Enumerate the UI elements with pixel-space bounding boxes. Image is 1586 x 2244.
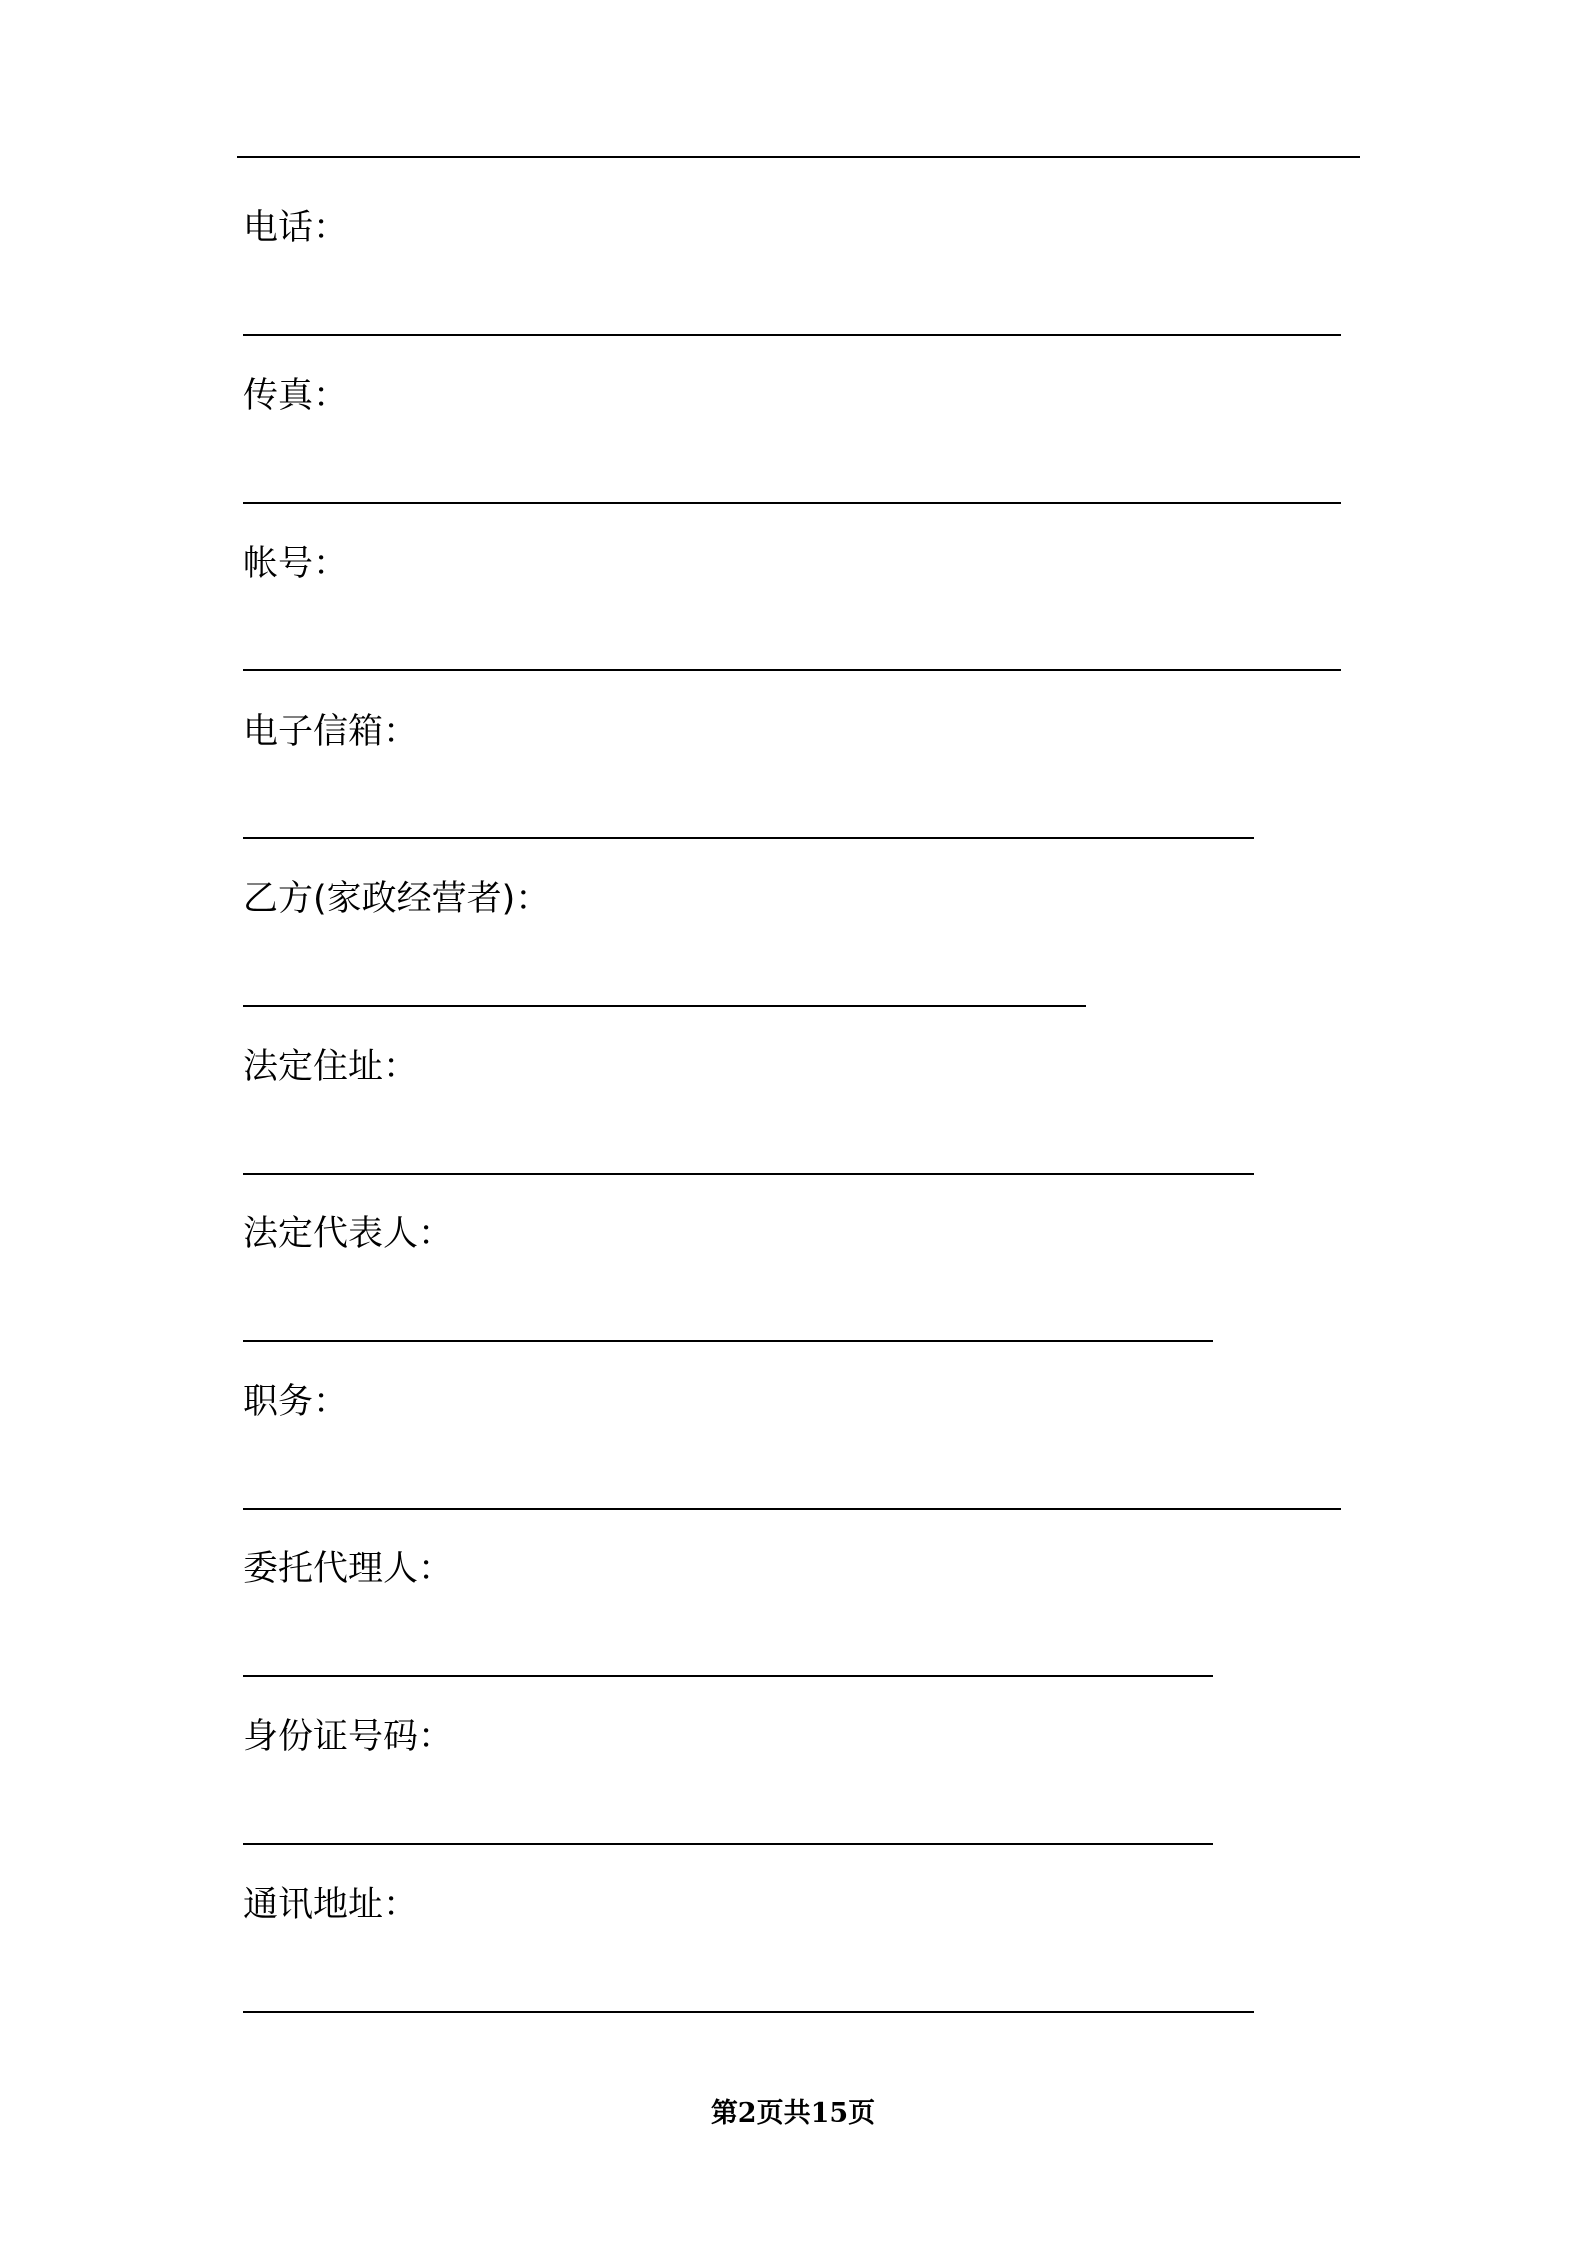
field-label-mailing-address: 通讯地址： (243, 1885, 419, 1925)
header-rule (237, 156, 1360, 158)
blank-line-position (243, 1508, 1341, 1510)
field-label-legal-representative: 法定代表人： (243, 1214, 454, 1254)
field-label-phone: 电话： (243, 208, 349, 248)
field-label-account: 帐号： (243, 544, 349, 584)
blank-line-legal-representative (243, 1340, 1213, 1342)
field-label-id-number: 身份证号码： (243, 1717, 454, 1757)
blank-line-email (243, 837, 1254, 839)
blank-line-account (243, 669, 1341, 671)
blank-line-mailing-address (243, 2011, 1254, 2013)
blank-line-legal-address (243, 1173, 1254, 1175)
field-label-party-b: 乙方(家政经营者)： (243, 879, 551, 919)
page-number: 第2页共15页 (710, 2098, 876, 2129)
blank-line-agent (243, 1675, 1213, 1677)
field-label-legal-address: 法定住址： (243, 1047, 419, 1087)
field-label-position: 职务： (243, 1382, 349, 1422)
field-label-email: 电子信箱： (243, 712, 419, 752)
blank-line-id-number (243, 1843, 1213, 1845)
blank-line-party-b (243, 1005, 1086, 1007)
field-label-fax: 传真： (243, 376, 349, 416)
blank-line-phone (243, 334, 1341, 336)
blank-line-fax (243, 502, 1341, 504)
field-label-agent: 委托代理人： (243, 1549, 454, 1589)
